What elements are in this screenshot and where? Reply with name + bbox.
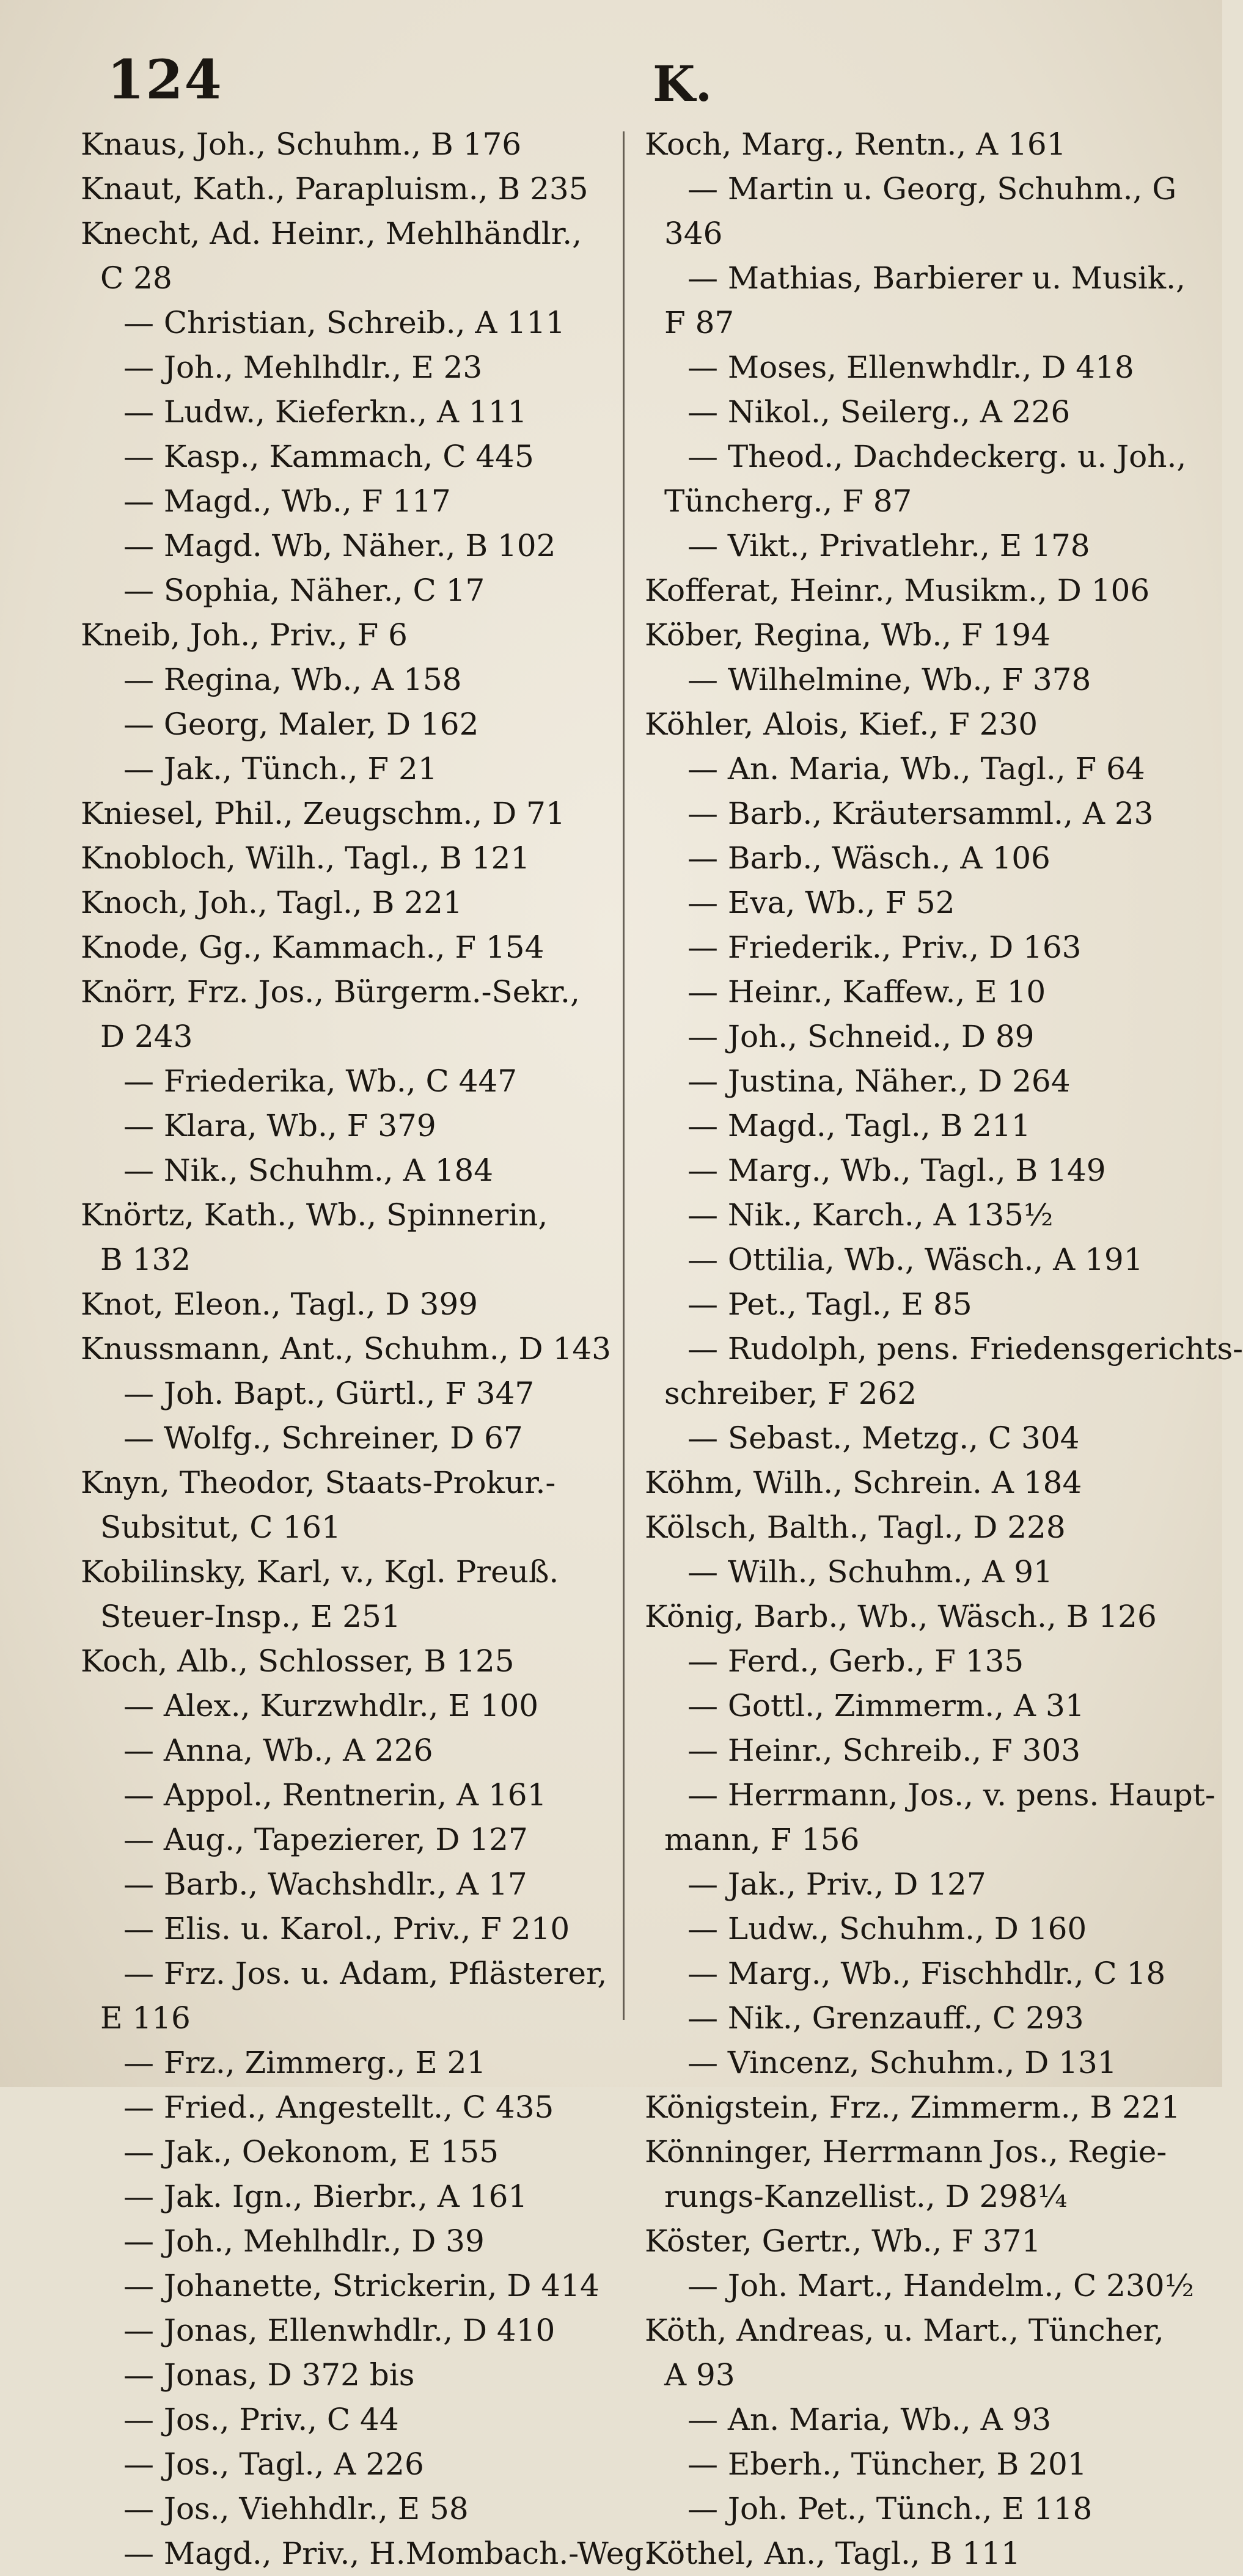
directory-entry: — Magd., Tagl., B 211 [688, 1108, 1031, 1143]
directory-entry: — Theod., Dachdeckerg. u. Joh., [688, 439, 1187, 474]
directory-entry: — Marg., Wb., Fischhdlr., C 18 [688, 1956, 1166, 1991]
directory-entry: Knaut, Kath., Parapluism., B 235 [81, 171, 588, 207]
directory-entry: — Nik., Schuhm., A 184 [123, 1153, 494, 1188]
directory-entry: — Joh., Mehlhdlr., D 39 [123, 2223, 485, 2259]
directory-entry: Knode, Gg., Kammach., F 154 [81, 930, 544, 965]
directory-entry: 346 [664, 216, 723, 251]
directory-entry: — Nik., Karch., A 135½ [688, 1197, 1054, 1233]
directory-entry: — Elis. u. Karol., Priv., F 210 [123, 1911, 570, 1947]
directory-entry: Köth, Andreas, u. Mart., Tüncher, [645, 2313, 1164, 2348]
directory-entry: — Eberh., Tüncher, B 201 [688, 2446, 1087, 2482]
directory-entry: — Georg, Maler, D 162 [123, 706, 479, 742]
directory-entry: — Vincenz, Schuhm., D 131 [688, 2045, 1117, 2080]
directory-entry: — Jos., Tagl., A 226 [123, 2446, 424, 2482]
directory-entry: Knörr, Frz. Jos., Bürgerm.-Sekr., [81, 974, 580, 1010]
directory-entry: Subsitut, C 161 [100, 1510, 341, 1545]
directory-entry: — Sophia, Näher., C 17 [123, 573, 485, 608]
directory-entry: — Ferd., Gerb., F 135 [688, 1643, 1024, 1679]
directory-entry: — Herrmann, Jos., v. pens. Haupt- [688, 1777, 1216, 1813]
directory-entry: — An. Maria, Wb., A 93 [688, 2402, 1052, 2437]
directory-entry: Köhm, Wilh., Schrein. A 184 [645, 1465, 1082, 1500]
running-head-letter: K. [653, 55, 713, 112]
directory-entry: — Joh., Mehlhdlr., E 23 [123, 350, 483, 385]
directory-entry: — Nikol., Seilerg., A 226 [688, 394, 1071, 430]
directory-entry: — Barb., Wachshdlr., A 17 [123, 1866, 527, 1902]
directory-entry: Kölsch, Balth., Tagl., D 228 [645, 1510, 1066, 1545]
directory-entry: — Pet., Tagl., E 85 [688, 1286, 972, 1322]
directory-entry: schreiber, F 262 [664, 1376, 917, 1411]
directory-entry: — Jonas, D 372 bis [123, 2357, 415, 2393]
directory-entry: Köber, Regina, Wb., F 194 [645, 617, 1051, 653]
directory-entry: — Ottilia, Wb., Wäsch., A 191 [688, 1242, 1143, 1277]
directory-entry: mann, F 156 [664, 1822, 860, 1857]
directory-entry: — Christian, Schreib., A 111 [123, 305, 565, 340]
directory-entry: Steuer-Insp., E 251 [100, 1599, 401, 1634]
directory-entry: — Jak. Ign., Bierbr., A 161 [123, 2179, 528, 2214]
directory-entry: — Wolfg., Schreiner, D 67 [123, 1420, 523, 1456]
directory-entry: — Jonas, Ellenwhdlr., D 410 [123, 2313, 556, 2348]
directory-entry: — Joh. Pet., Tünch., E 118 [688, 2491, 1093, 2526]
directory-entry: — Vikt., Privatlehr., E 178 [688, 528, 1090, 563]
directory-entry: — An. Maria, Wb., Tagl., F 64 [688, 751, 1145, 787]
directory-entry: Könninger, Herrmann Jos., Regie- [645, 2134, 1167, 2170]
directory-entry: Kneib, Joh., Priv., F 6 [81, 617, 408, 653]
directory-entry: Knörtz, Kath., Wb., Spinnerin, [81, 1197, 548, 1233]
directory-entry: Knyn, Theodor, Staats-Prokur.- [81, 1465, 556, 1500]
directory-entry: D 243 [100, 1019, 193, 1054]
directory-entry: — Eva, Wb., F 52 [688, 885, 955, 920]
directory-entry: Knot, Eleon., Tagl., D 399 [81, 1286, 478, 1322]
directory-entry: — Moses, Ellenwhdlr., D 418 [688, 350, 1134, 385]
directory-entry: — Magd. Wb, Näher., B 102 [123, 528, 556, 563]
directory-entry: Köthel, An., Tagl., B 111 [645, 2536, 1021, 2571]
directory-entry: — Nik., Grenzauff., C 293 [688, 2000, 1084, 2036]
directory-entry: — Joh. Mart., Handelm., C 230½ [688, 2268, 1195, 2303]
directory-entry: rungs-Kanzellist., D 298¼ [664, 2179, 1068, 2214]
directory-entry: — Magd., Priv., H.Mombach.-Weg. [123, 2536, 654, 2571]
directory-entry: Königstein, Frz., Zimmerm., B 221 [645, 2090, 1181, 2125]
directory-entry: Köster, Gertr., Wb., F 371 [645, 2223, 1041, 2259]
directory-entry: Knussmann, Ant., Schuhm., D 143 [81, 1331, 611, 1367]
directory-entry: König, Barb., Wb., Wäsch., B 126 [645, 1599, 1157, 1634]
directory-entry: Kobilinsky, Karl, v., Kgl. Preuß. [81, 1554, 559, 1590]
directory-entry: Köhler, Alois, Kief., F 230 [645, 706, 1038, 742]
directory-entry: — Friederika, Wb., C 447 [123, 1063, 518, 1099]
directory-entry: — Wilhelmine, Wb., F 378 [688, 662, 1091, 697]
directory-entry: E 116 [100, 2000, 191, 2036]
directory-entry: — Mathias, Barbierer u. Musik., [688, 260, 1186, 296]
directory-entry: Knoch, Joh., Tagl., B 221 [81, 885, 463, 920]
directory-entry: — Jak., Tünch., F 21 [123, 751, 438, 787]
directory-entry: — Joh., Schneid., D 89 [688, 1019, 1035, 1054]
directory-entry: — Aug., Tapezierer, D 127 [123, 1822, 528, 1857]
directory-entry: — Anna, Wb., A 226 [123, 1733, 433, 1768]
directory-entry: — Wilh., Schuhm., A 91 [688, 1554, 1053, 1590]
directory-entry: — Friederik., Priv., D 163 [688, 930, 1082, 965]
directory-entry: — Heinr., Schreib., F 303 [688, 1733, 1081, 1768]
directory-entry: — Alex., Kurzwhdlr., E 100 [123, 1688, 539, 1723]
directory-entry: — Fried., Angestellt., C 435 [123, 2090, 554, 2125]
directory-entry: — Frz., Zimmerg., E 21 [123, 2045, 486, 2080]
directory-entry: Knecht, Ad. Heinr., Mehlhändlr., [81, 216, 582, 251]
directory-entry: — Heinr., Kaffew., E 10 [688, 974, 1046, 1010]
directory-entry: — Ludw., Schuhm., D 160 [688, 1911, 1087, 1947]
directory-entry: — Regina, Wb., A 158 [123, 662, 462, 697]
directory-entry: — Martin u. Georg, Schuhm., G [688, 171, 1177, 207]
directory-entry: Koch, Alb., Schlosser, B 125 [81, 1643, 515, 1679]
directory-entry: — Barb., Wäsch., A 106 [688, 840, 1050, 876]
directory-entry: — Justina, Näher., D 264 [688, 1063, 1071, 1099]
directory-entry: Tüncherg., F 87 [664, 483, 912, 519]
directory-entry: — Rudolph, pens. Friedensgerichts- [688, 1331, 1243, 1367]
directory-entry: — Jak., Priv., D 127 [688, 1866, 986, 1902]
directory-entry: — Joh. Bapt., Gürtl., F 347 [123, 1376, 535, 1411]
left-column [81, 122, 654, 2576]
directory-entry: Kofferat, Heinr., Musikm., D 106 [645, 573, 1150, 608]
directory-entry: — Kasp., Kammach, C 445 [123, 439, 534, 474]
directory-entry: — Gottl., Zimmerm., A 31 [688, 1688, 1085, 1723]
directory-entry: Kniesel, Phil., Zeugschm., D 71 [81, 796, 565, 831]
directory-entry: Koch, Marg., Rentn., A 161 [645, 127, 1066, 162]
directory-entry: — Ludw., Kieferkn., A 111 [123, 394, 527, 430]
right-column [645, 122, 1243, 2576]
directory-entry: — Jos., Priv., C 44 [123, 2402, 399, 2437]
directory-entry: Knobloch, Wilh., Tagl., B 121 [81, 840, 530, 876]
directory-entry: C 28 [100, 260, 172, 296]
directory-entry: — Johanette, Strickerin, D 414 [123, 2268, 600, 2303]
directory-entry: F 87 [664, 305, 735, 340]
directory-entry: — Frz. Jos. u. Adam, Pflästerer, [123, 1956, 607, 1991]
directory-entry: A 93 [664, 2357, 735, 2393]
directory-entry: — Sebast., Metzg., C 304 [688, 1420, 1080, 1456]
directory-entry: — Magd., Wb., F 117 [123, 483, 451, 519]
directory-entry: — Klara, Wb., F 379 [123, 1108, 436, 1143]
directory-entry: — Jos., Viehhdlr., E 58 [123, 2491, 469, 2526]
directory-entry: — Jak., Oekonom, E 155 [123, 2134, 499, 2170]
directory-entry: — Barb., Kräutersamml., A 23 [688, 796, 1154, 831]
page-number: 124 [107, 48, 223, 111]
directory-entry: — Marg., Wb., Tagl., B 149 [688, 1153, 1106, 1188]
directory-entry: B 132 [100, 1242, 191, 1277]
directory-entry: Knaus, Joh., Schuhm., B 176 [81, 127, 522, 162]
directory-entry: — Appol., Rentnerin, A 161 [123, 1777, 547, 1813]
